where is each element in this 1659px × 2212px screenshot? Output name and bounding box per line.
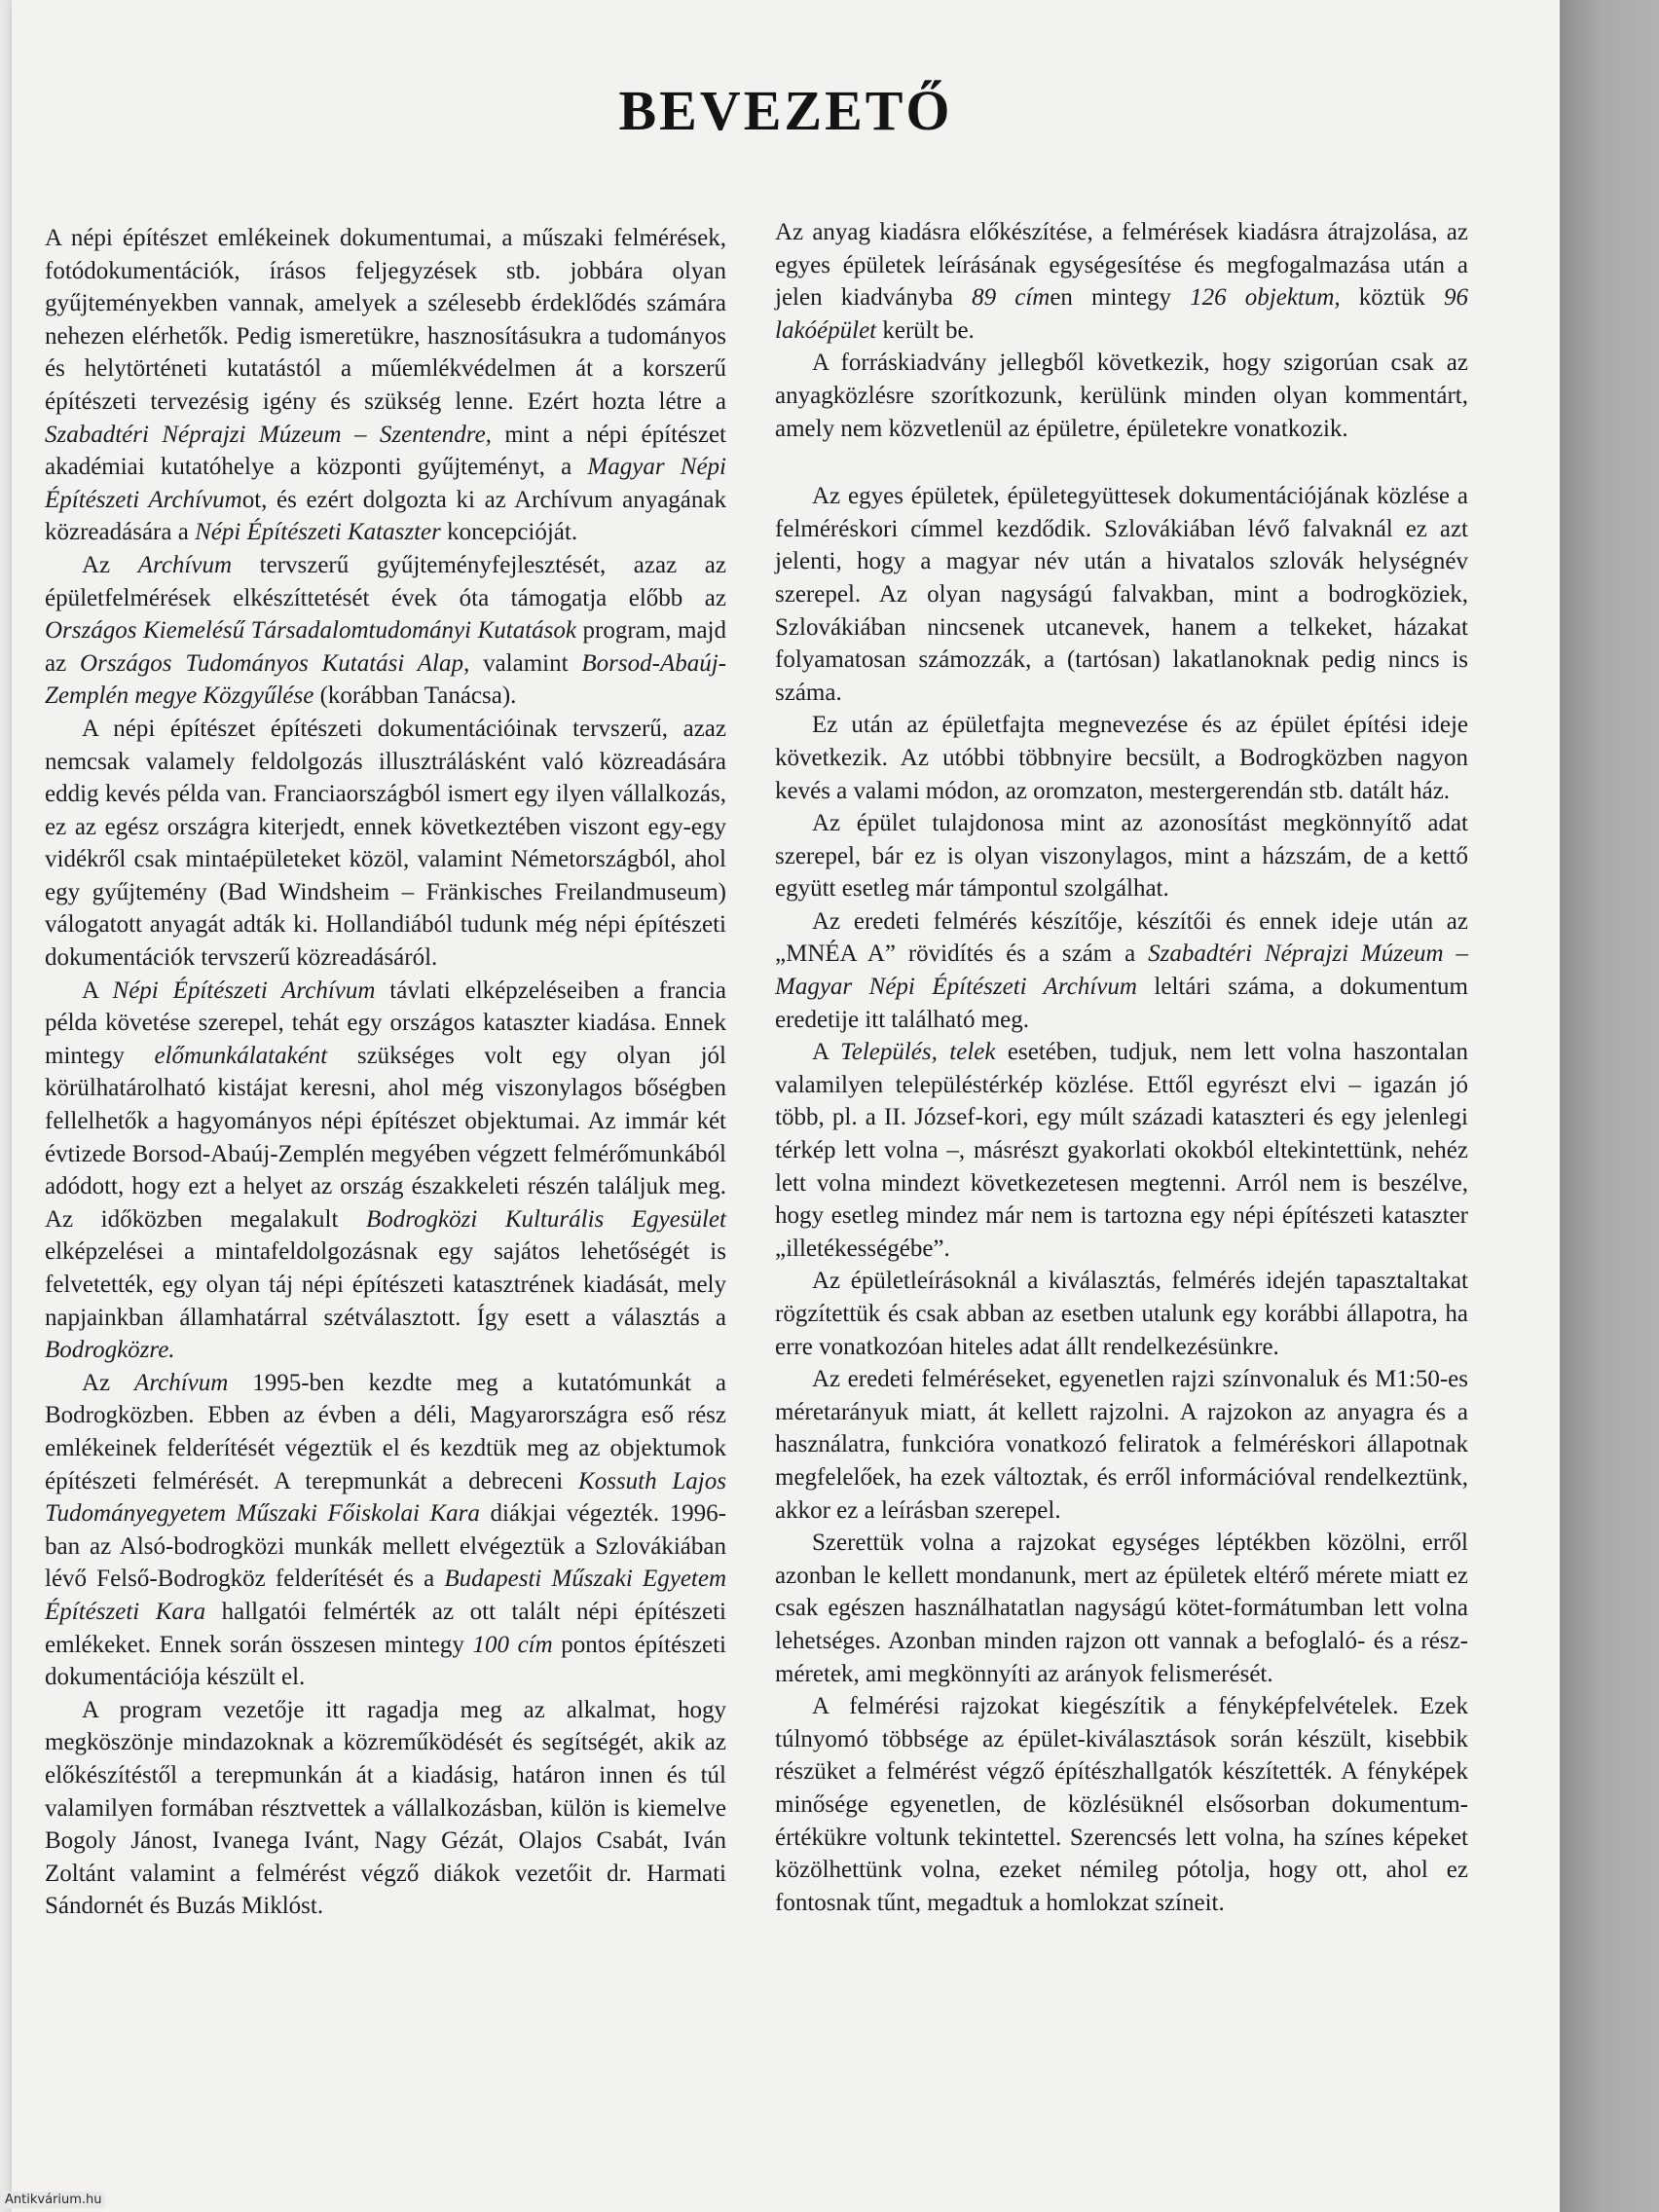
- italic-text: Archívum: [134, 1369, 229, 1396]
- text-run: elképzelései a mintafeldolgozásnak egy sajátos lehetőségét is felvetették, egy olyan táj népi építészeti katasztrének kiadását, mely napjainkban államhatárral szétválasztott. Így esett a választás a: [45, 1238, 726, 1331]
- text-run: Ez után az épületfajta megnevezése és az épület építési ideje következik. Az utóbbi többnyire becsült, a Bodrogközben nagyon kevés a valami módon, az oromzaton, mestergerendán stb. datált ház.: [775, 712, 1468, 804]
- right-column: [775, 216, 1468, 1919]
- italic-text: Bodrogközre.: [45, 1337, 175, 1364]
- paragraph: [775, 216, 1468, 347]
- italic-text: 96 lakóépület: [775, 284, 1468, 344]
- text-run: Az épületleírásoknál a kiválasztás, felmérés idején tapasztaltakat rögzítettük és csak abban az esetben utalunk egy korábbi állapotra, ha erre vonatkozóan hiteles adat állt rendelkezésünkre.: [775, 1268, 1468, 1360]
- text-run: Az egyes épületek, épületegyüttesek dokumentációjának közlése a felméréskori címmel kezdődik. Szlovákiában lévő falvaknál ez azt jelenti, hogy a magyar név után a hivatalos szlovák helységnév szerepel. Az olyan nagyságú falvakban, mint a bodrogköziek, Szlovákiában nincsenek utcanevek, hanem a telkeket, házakat folyamatosan számozzák, a (tartósan) lakatlanoknak pedig nincs is száma.: [775, 483, 1468, 706]
- text-run: A népi építészet emlékeinek dokumentumai, a műszaki felmérések, fotódokumentációk, írásos feljegyzések stb. jobbára olyan gyűjteményekben vannak, amelyek a szélesebb érdeklődés számára nehezen elérhetők. Pedig ismeretükre, hasznosításukra a tudományos és helytörténeti kutatástól a műemlékvédelmen át a korszerű építészeti tervezésig igény és szükség lenne. Ezért hozta létre a: [45, 225, 726, 415]
- text-run: esetében, tudjuk, nem lett volna haszontalan valamilyen településtérkép közlése. Ettől egyrészt elvi – igazán jó több, pl. a II. József-kori, egy múlt századi kataszteri és egy jelenlegi térkép lett volna –, másrészt gyakorlati okokból eltekintettünk, nehéz lett volna mindezt következetesen megtenni. Arról nem is beszélve, hogy esetleg mindez már nem is tartozna egy népi építészeti kataszter „illetékességébe”.: [775, 1039, 1468, 1262]
- italic-text: Kossuth Lajos Tudományegyetem Műszaki Főiskolai Kara: [45, 1467, 726, 1528]
- paragraph: [775, 709, 1468, 807]
- text-run: került be.: [876, 316, 975, 344]
- italic-text: Borsod-Abaúj-Zemplén megye Közgyűlése: [45, 649, 726, 710]
- text-run: (korábban Tanácsa).: [313, 682, 517, 710]
- italic-text: 89 cím: [972, 284, 1051, 312]
- text-run: Az: [82, 1369, 135, 1396]
- page-title: BEVEZETŐ: [618, 79, 953, 142]
- paragraph: [45, 1367, 726, 1694]
- italic-text: Országos Kiemelésű Társadalomtudományi Kutatások: [45, 617, 576, 645]
- italic-text: Magyar Népi Építészeti Archívum: [45, 454, 726, 513]
- text-run: diákjai végezték. 1996-ban az Alsó-bodrogközi munkák mellett elvégeztük a Szlovákiában lévő Felső-Bodrogköz felderítését és a: [45, 1500, 726, 1593]
- italic-text: Település, telek: [840, 1039, 996, 1066]
- left-column: [45, 222, 726, 1923]
- paragraph: [45, 713, 726, 975]
- paragraph: [45, 975, 726, 1367]
- text-run: tervszerű gyűjteményfejlesztését, azaz az épületfelmérések elkészíttetését évek óta támogatja előbb az: [45, 551, 726, 611]
- text-run: köztük: [1340, 284, 1444, 312]
- text-run: koncepcióját.: [440, 519, 578, 546]
- text-run: Az anyag kiadásra előkészítése, a felmérések kiadásra átrajzolása, az egyes épületek leírásának egységesítése és megfogalmazása után a jelen kiadványba: [775, 219, 1468, 312]
- text-run: Az eredeti felméréseket, egyenetlen rajzi színvonaluk és M1:50-es méretarányuk miatt, át kellett rajzolni. A rajzokon az anyagra és a használatra, funkcióra vonatkozó feliratok a felméréskori állapotnak megfelelőek, ha ezek változtak, és erről információval rendelkeztünk, akkor ez a leírásban szerepel.: [775, 1366, 1468, 1524]
- paragraph: [775, 1690, 1468, 1919]
- text-run: szükséges volt egy olyan jól körülhatárolható kistájat keresni, ahol még viszonylagos bőségben fellelhetők a hagyományos népi építészet objektumai. Az immár két évtizede Borsod-Abaúj-Zemplén megyében végzett felmérőmunkából adódott, hogy ezt a helyet az ország északkeleti részén találjuk meg. Az időközben megalakult: [45, 1042, 726, 1233]
- text-run: valamint: [469, 649, 582, 677]
- paragraph: [775, 347, 1468, 445]
- text-run: A program vezetője itt ragadja meg az alkalmat, hogy megköszönje mindazoknak a közreműködését és segítségét, akik az előkészítéstől a terepmunkán át a kiadásig, határon innen és túl valamilyen formában résztvettek a vállalkozásban, külön is kiemelve Bogoly Jánost, Ivanega Ivánt, Nagy Gézát, Olajos Csabát, Iván Zoltánt valamint a felmérést végző diákok vezetőit dr. Harmati Sándornét és Buzás Miklóst.: [45, 1696, 726, 1920]
- text-run: A: [812, 1039, 841, 1066]
- text-run: hallgatói felmérték az ott talált népi építészeti emlékeket. Ennek során összesen mintegy: [45, 1598, 726, 1658]
- italic-text: Országos Tudományos Kutatási Alap,: [80, 649, 470, 677]
- text-run: A forráskiadvány jellegből következik, hogy szigorúan csak az anyagközlésre szorítkozunk, kerülünk minden olyan kommentárt, amely nem közvetlenül az épületre, épületekre vonatkozik.: [775, 350, 1468, 442]
- watermark: Antikvárium.hu: [2, 2192, 105, 2208]
- text-run: 1995-ben kezdte meg a kutatómunkát a Bodrogközben. Ebben az évben a déli, Magyarországra eső rész emlékeinek felderítését végeztük el és kezdtük meg az objektumok építészeti felmérését. A terepmunkát a debreceni: [45, 1369, 726, 1494]
- paragraph: [775, 1265, 1468, 1363]
- italic-text: Szabadtéri Néprajzi Múzeum – Magyar Népi Építészeti Archívum: [775, 940, 1468, 1001]
- text-run: Az: [82, 551, 138, 578]
- italic-text: Szabadtéri Néprajzi Múzeum – Szentendre,: [45, 421, 492, 448]
- italic-text: Budapesti Műszaki Egyetem Építészeti Kara: [45, 1566, 727, 1625]
- text-run: mint a népi építészet akadémiai kutatóhelye a központi gyűjteményt, a: [45, 421, 726, 481]
- text-run: A népi építészet építészeti dokumentációinak tervszerű, azaz nemcsak valamely feldolgozás illusztrálásként való közreadására eddig kevés példa van. Franciaországból ismert egy ilyen vállalkozás, ez az egész országra kiterjedt, ennek következtében viszont egy-egy vidékről csak mintaépületeket közöl, valamint Németországból, ahol egy gyűjtemény (Bad Windsheim – Fränkisches Freilandmuseum) válogatott anyagát adták ki. Hollandiából tudunk még népi építészeti dokumentációk tervszerű közreadásáról.: [45, 715, 726, 972]
- text-run: távlati elképzeléseiben a francia példa követése szerepel, tehát egy országos kataszter kiadása. Ennek mintegy: [45, 977, 726, 1069]
- italic-text: Bodrogközi Kulturális Egyesület: [365, 1205, 726, 1233]
- paragraph: [775, 1036, 1468, 1265]
- paragraph: [775, 905, 1468, 1036]
- paragraph: [45, 549, 726, 713]
- paragraph: [775, 807, 1468, 905]
- paragraph: [45, 222, 726, 549]
- text-run: program, majd az: [45, 617, 726, 677]
- italic-text: 100 cím: [472, 1631, 553, 1658]
- book-page: [12, 0, 1560, 2212]
- text-run: en mintegy: [1050, 284, 1191, 312]
- paragraph: [775, 480, 1468, 709]
- text-run: ot, és ezért dolgozta ki az Archívum anyagának közreadására a: [45, 486, 726, 546]
- text-run: A felmérési rajzokat kiegészítik a fényképfelvételek. Ezek túlnyomó többsége az épület-kiválasztások során készült, kisebbik részüket a felmérést végző építészhallgatók készítették. A fényképek minősége egyenetlen, de közlésüknél elsősorban dokumentum-értékükre voltunk tekintettel. Szerencsés lett volna, ha színes képeket közölhettünk volna, ezeket némileg pótolja, hogy ott, ahol ez fontosnak tűnt, megadtuk a homlokzat színeit.: [775, 1693, 1468, 1916]
- italic-text: előmunkálataként: [154, 1042, 328, 1069]
- paragraph: [775, 1527, 1468, 1690]
- paragraph: [45, 1694, 726, 1923]
- text-run: A: [82, 977, 113, 1004]
- italic-text: 126 objektum,: [1190, 284, 1341, 312]
- text-run: Az eredeti felmérés készítője, készítői és ennek ideje után az „MNÉA A” rövidítés és a szám a: [775, 907, 1468, 968]
- italic-text: Népi Építészeti Archívum: [112, 977, 376, 1004]
- text-run: leltári száma, a dokumentum eredetije itt található meg.: [775, 974, 1469, 1033]
- italic-text: Archívum: [137, 551, 233, 578]
- text-run: Szerettük volna a rajzokat egységes léptékben közölni, erről azonban le kellett mondanunk, mert az épületek eltérő mérete miatt ez csak egészen használhatatlan nagyságú kötet-formátumban lett volna lehetséges. Azonban minden rajzon ott vannak a befoglaló- és a rész-méretek, ami megkönnyíti az arányok felismerését.: [775, 1530, 1468, 1687]
- paragraph: [775, 1363, 1468, 1527]
- italic-text: Népi Építészeti Kataszter: [195, 519, 441, 546]
- text-run: pontos építészeti dokumentációja készült el.: [45, 1631, 726, 1691]
- background-right-edge: [1560, 0, 1659, 2212]
- text-run: Az épület tulajdonosa mint az azonosítást megkönnyítő adat szerepel, bár ez is olyan viszonylagos, mint a házszám, de a kettő együtt esetleg már támpontul szolgálhat.: [775, 810, 1468, 903]
